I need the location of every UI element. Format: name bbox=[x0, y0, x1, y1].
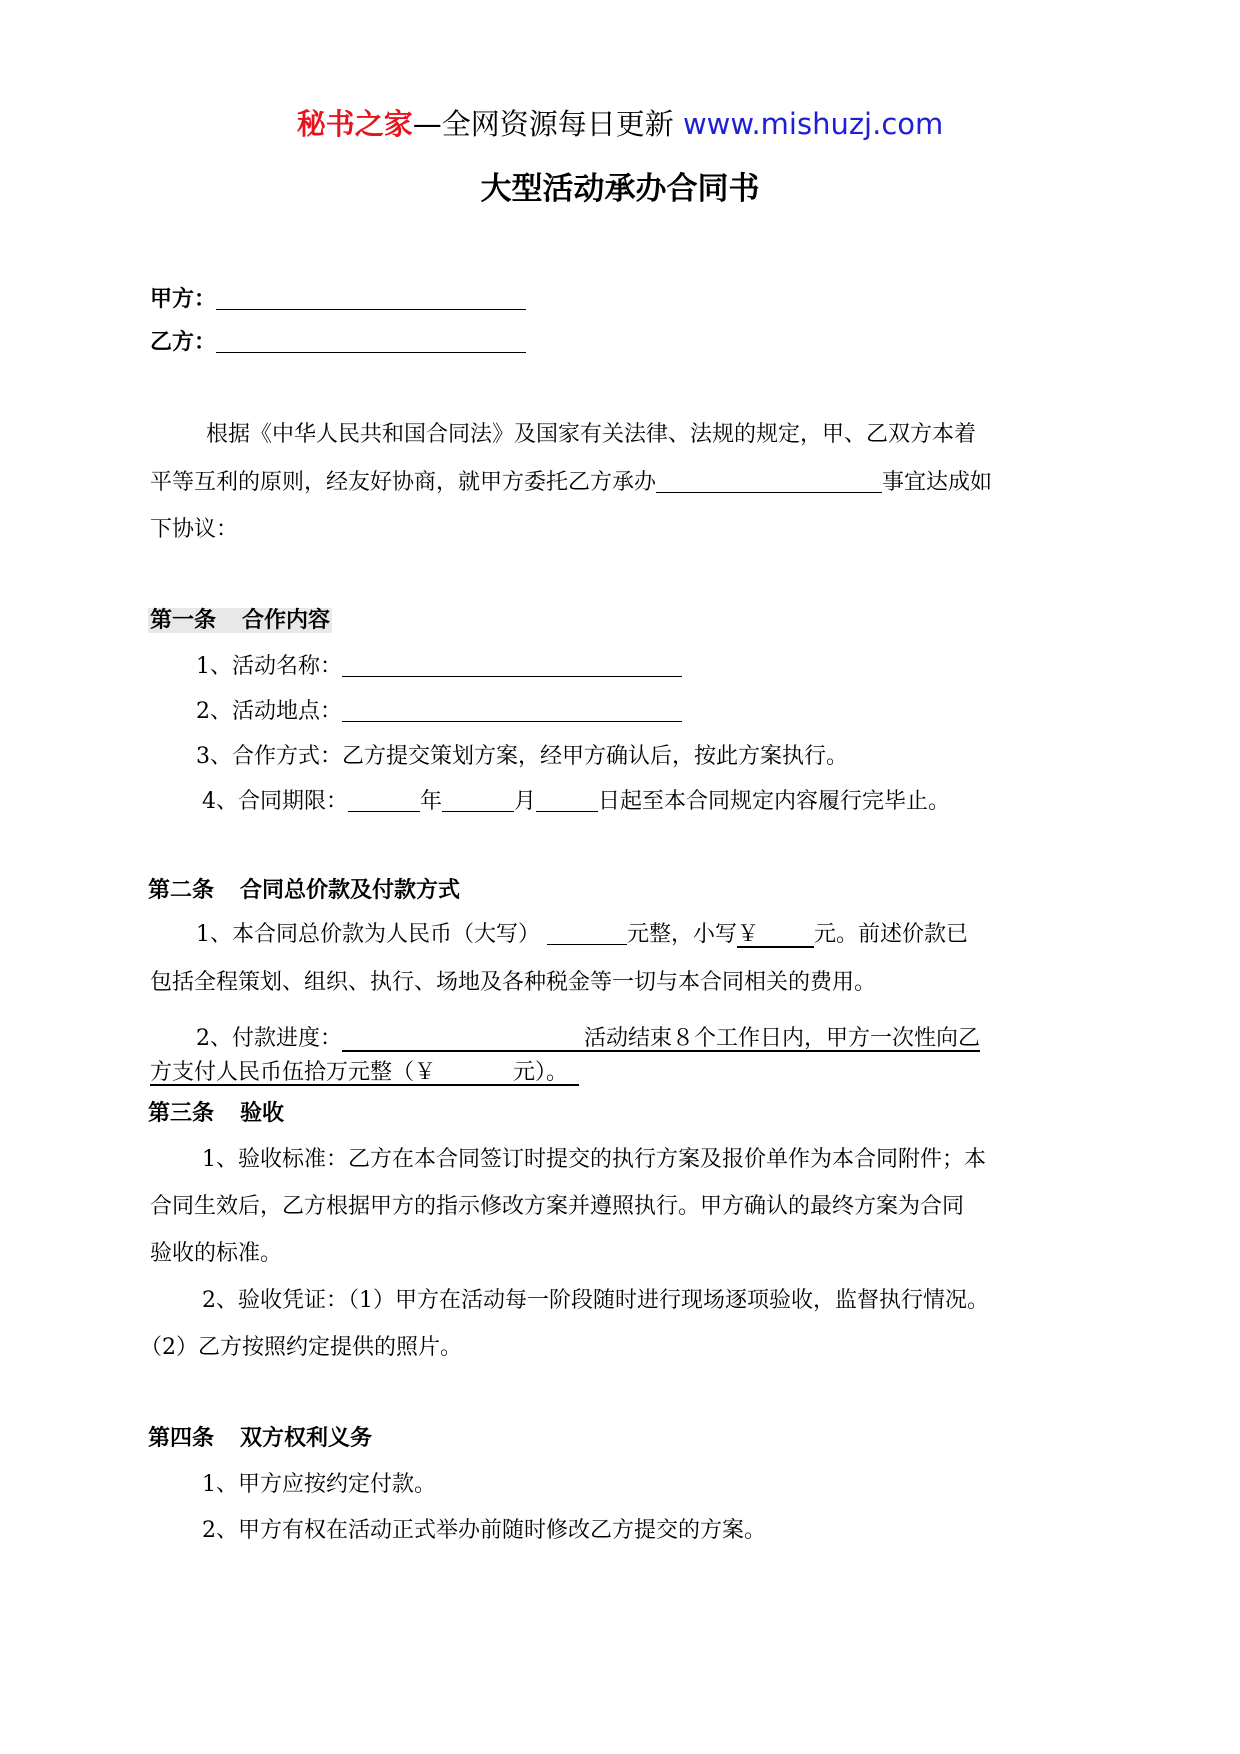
month-label: 月 bbox=[514, 789, 537, 814]
article-3-heading bbox=[148, 1097, 284, 1131]
year-blank[interactable] bbox=[348, 785, 420, 812]
site-url[interactable]: www.mishuzj.com bbox=[682, 107, 944, 141]
item-label: 4、合同期限： bbox=[202, 789, 348, 814]
article-2-item-2-line-2 bbox=[150, 1056, 579, 1090]
activity-location-blank[interactable] bbox=[342, 695, 682, 722]
article-title: 验收 bbox=[240, 1101, 285, 1126]
article-3-item-2-line-1: 2、验收凭证：（1）甲方在活动每一阶段随时进行现场逐项验收，监督执行情况。 bbox=[202, 1288, 989, 1313]
year-label: 年 bbox=[420, 789, 443, 814]
article-1-item-2 bbox=[196, 695, 682, 729]
article-3-item-1-line-2: 合同生效后，乙方根据甲方的指示修改方案并遵照执行。甲方确认的最终方案为合同 bbox=[150, 1194, 965, 1219]
document-title: 大型活动承办合同书 bbox=[480, 171, 760, 207]
preamble-text: 事宜达成如 bbox=[882, 470, 993, 495]
preamble-line-3: 下协议： bbox=[150, 517, 239, 542]
article-number: 第四条 bbox=[148, 1426, 215, 1451]
event-name-blank[interactable] bbox=[656, 466, 882, 493]
party-a-label: 甲方： bbox=[150, 287, 217, 312]
article-1-heading bbox=[148, 604, 332, 638]
payment-text: 方支付人民币伍拾万元整（￥ bbox=[150, 1060, 437, 1085]
payment-amount-field[interactable] bbox=[150, 1060, 579, 1085]
article-number: 第二条 bbox=[148, 878, 215, 903]
article-2-heading bbox=[148, 874, 460, 908]
day-blank[interactable] bbox=[536, 785, 598, 812]
amount-figure-field[interactable] bbox=[737, 922, 814, 947]
yen-sign: ￥ bbox=[737, 922, 760, 947]
party-b-line bbox=[150, 326, 526, 360]
article-title: 合同总价款及付款方式 bbox=[240, 878, 461, 903]
item-label: 1、活动名称： bbox=[196, 654, 342, 679]
payment-text: 元）。 bbox=[513, 1060, 569, 1085]
article-number: 第三条 bbox=[148, 1101, 215, 1126]
article-4-heading bbox=[148, 1422, 372, 1456]
preamble-line-2 bbox=[150, 466, 992, 500]
article-4-item-2: 2、甲方有权在活动正式举办前随时修改乙方提交的方案。 bbox=[202, 1518, 766, 1543]
article-2-item-1 bbox=[196, 918, 968, 952]
article-number: 第一条 bbox=[150, 608, 217, 633]
article-4-item-1: 1、甲方应按约定付款。 bbox=[202, 1472, 436, 1497]
article-title: 双方权利义务 bbox=[240, 1426, 373, 1451]
month-blank[interactable] bbox=[442, 785, 514, 812]
preamble-text: 平等互利的原则，经友好协商，就甲方委托乙方承办 bbox=[150, 470, 657, 495]
payment-text: 活动结束８个工作日内，甲方一次性向乙 bbox=[584, 1026, 981, 1051]
site-banner bbox=[0, 100, 1240, 148]
banner-slogan: —全网资源每日更新 bbox=[412, 107, 674, 141]
party-a-blank[interactable] bbox=[216, 283, 526, 310]
item-text: 1、本合同总价款为人民币（大写） bbox=[196, 922, 540, 947]
article-1-item-3: 3、合作方式：乙方提交策划方案，经甲方确认后，按此方案执行。 bbox=[196, 744, 848, 769]
party-b-blank[interactable] bbox=[216, 326, 526, 353]
party-a-line bbox=[150, 283, 526, 317]
article-1-item-4 bbox=[202, 785, 950, 819]
article-2-item-2 bbox=[196, 1022, 980, 1056]
preamble-line-1: 根据《中华人民共和国合同法》及国家有关法律、法规的规定，甲、乙双方本着 bbox=[206, 422, 977, 447]
article-2-item-1-line-2: 包括全程策划、组织、执行、场地及各种税金等一切与本合同相关的费用。 bbox=[150, 970, 877, 995]
article-1-item-1 bbox=[196, 650, 682, 684]
article-3-item-1-line-3: 验收的标准。 bbox=[150, 1241, 283, 1266]
article-title: 合作内容 bbox=[242, 608, 331, 633]
item-text: 元。前述价款已 bbox=[814, 922, 969, 947]
item-text: 日起至本合同规定内容履行完毕止。 bbox=[598, 789, 951, 814]
item-label: 2、活动地点： bbox=[196, 699, 342, 724]
item-text: 元整，小写 bbox=[627, 922, 738, 947]
payment-schedule-field[interactable] bbox=[342, 1026, 980, 1051]
article-3-item-2-line-2: （2）乙方按照约定提供的照片。 bbox=[140, 1335, 462, 1360]
party-b-label: 乙方： bbox=[150, 330, 217, 355]
brand-name: 秘书之家 bbox=[296, 107, 413, 141]
item-label: 2、付款进度： bbox=[196, 1026, 342, 1051]
article-3-item-1-line-1: 1、验收标准：乙方在本合同签订时提交的执行方案及报价单作为本合同附件；本 bbox=[202, 1147, 986, 1172]
activity-name-blank[interactable] bbox=[342, 650, 682, 677]
amount-words-blank[interactable] bbox=[547, 918, 627, 945]
